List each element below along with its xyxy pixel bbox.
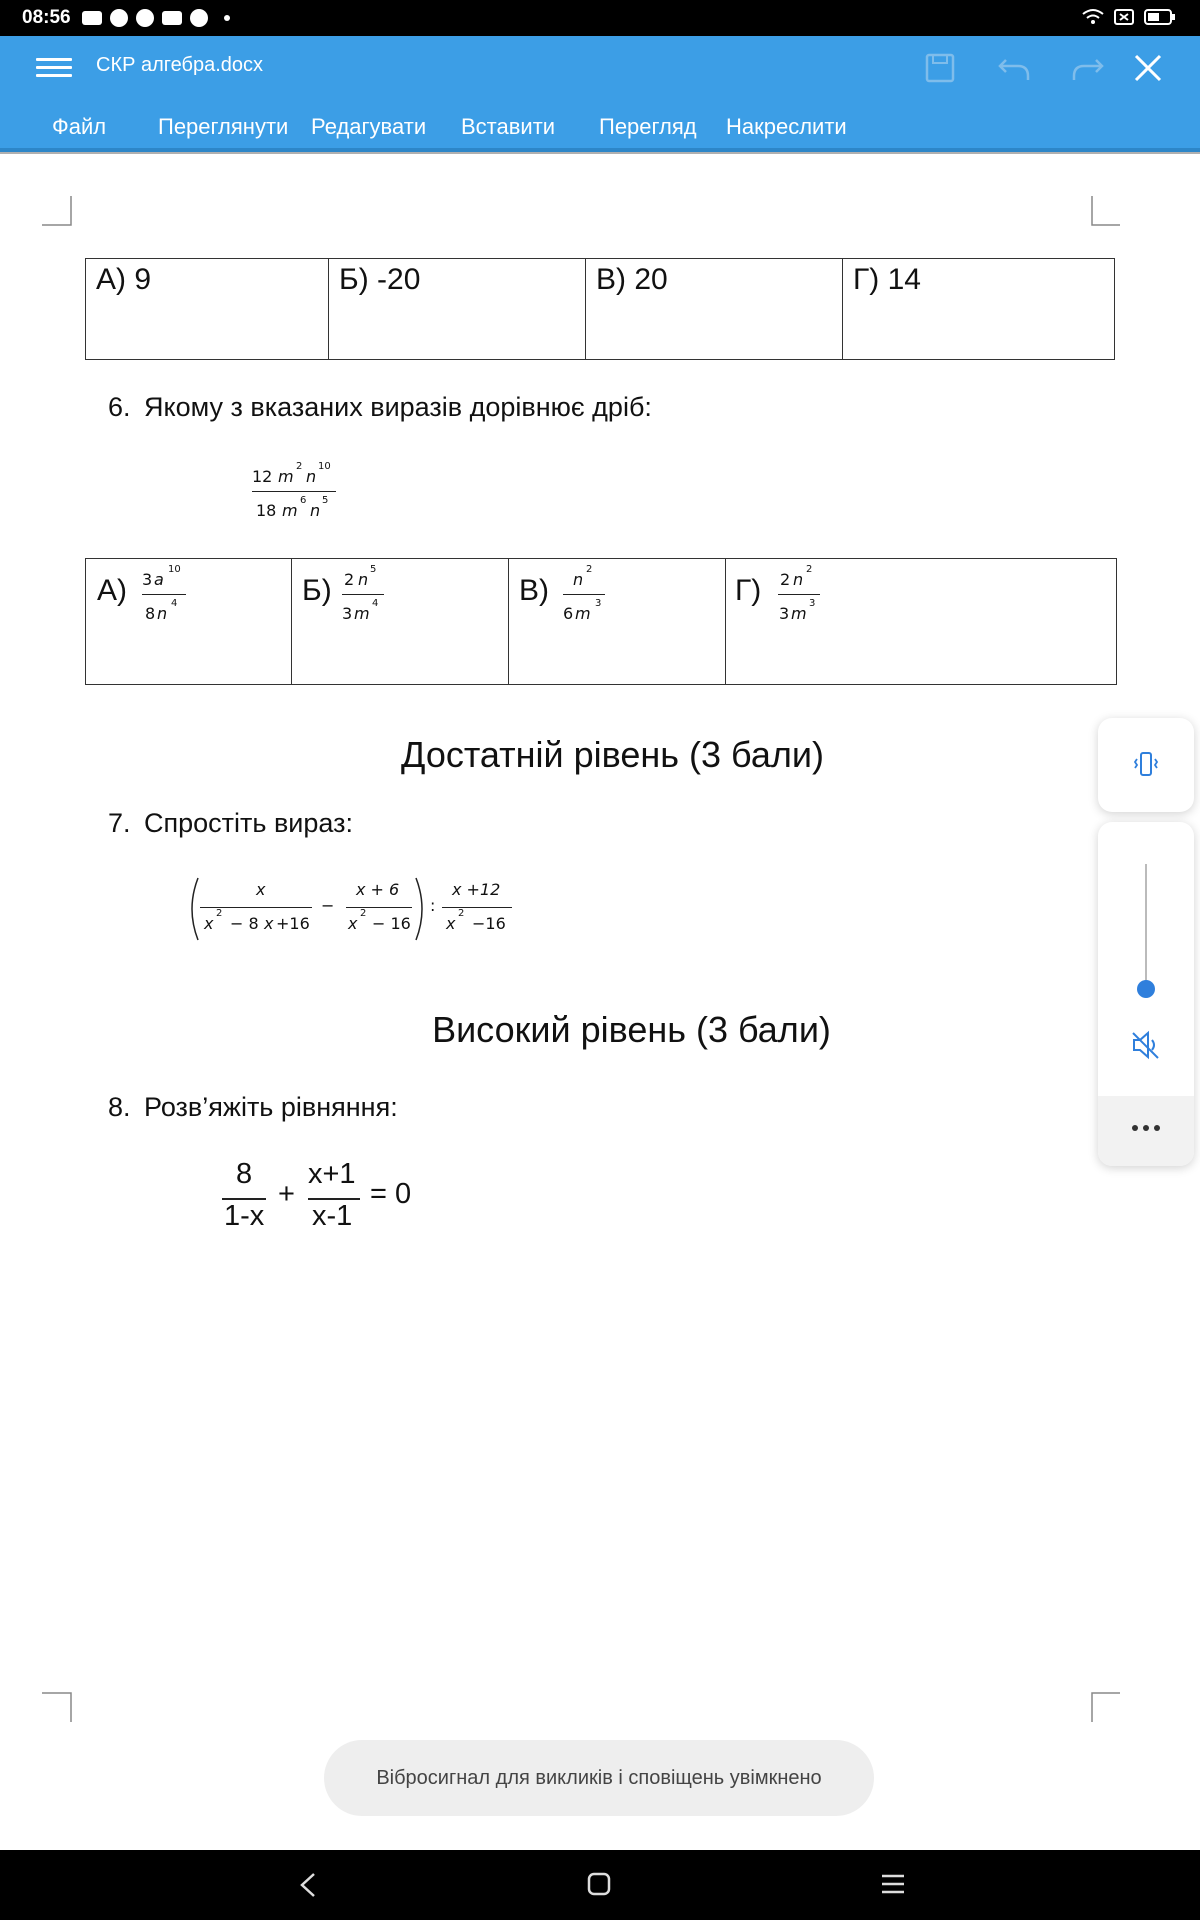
q7-expression — [186, 876, 526, 946]
q5-answer-table — [85, 258, 1115, 360]
vibrate-icon — [82, 11, 102, 25]
answer-cell: А) 9 — [86, 259, 329, 360]
answer-cell: В) 20 — [586, 259, 843, 360]
expr-f2-num: x + 6 — [356, 880, 400, 899]
home-icon[interactable] — [586, 1871, 612, 1897]
opt-den-exp: 4 — [171, 598, 178, 609]
frac-num-coef: 12 — [252, 467, 273, 486]
document-page[interactable] — [0, 154, 1200, 1850]
navigation-bar — [0, 1850, 1200, 1920]
opt-num-var: a — [154, 570, 164, 589]
frac-exp: 10 — [318, 461, 331, 472]
frac-exp: 6 — [300, 495, 307, 506]
menu-insert[interactable]: Вставити — [461, 114, 556, 139]
opt-num-exp: 5 — [370, 564, 377, 575]
menu-draw[interactable]: Накреслити — [726, 114, 847, 139]
viber-icon — [110, 9, 128, 27]
status-time: 08:56 — [22, 7, 71, 28]
question-number: 6. — [108, 392, 131, 422]
recent-apps-icon[interactable] — [880, 1872, 906, 1896]
opt-den-exp: 3 — [595, 598, 602, 609]
question-6 — [108, 392, 652, 423]
opt-num-coef: 3 — [142, 570, 153, 589]
expr-f1-den-c: x — [264, 914, 274, 933]
expr-f3-den-exp: 2 — [458, 908, 465, 919]
fraction-bar — [142, 594, 186, 595]
question-text: Спростіть вираз: — [144, 808, 353, 838]
fraction-bar — [342, 594, 384, 595]
toast-message: Вібросигнал для викликів і сповіщень увімкнено — [324, 1740, 874, 1816]
status-bar — [0, 0, 1200, 36]
volume-panel — [1098, 822, 1194, 1166]
option-b-fraction — [342, 564, 392, 630]
eq-plus: + — [278, 1178, 295, 1210]
fraction-bar — [442, 907, 512, 908]
option-a-fraction — [142, 564, 192, 630]
expr-f2-den-exp: 2 — [360, 908, 367, 919]
question-text: Розв’яжіть рівняння: — [144, 1092, 398, 1122]
question-number: 7. — [108, 808, 131, 838]
question-8 — [108, 1092, 398, 1123]
opt-den-var: m — [354, 604, 370, 623]
opt-num-exp: 2 — [806, 564, 813, 575]
undo-icon[interactable] — [992, 46, 1036, 90]
expr-f1-den-exp: 2 — [216, 908, 223, 919]
eq-f2-den: x-1 — [312, 1200, 353, 1232]
q8-equation — [220, 1158, 440, 1248]
frac-var: m — [278, 467, 294, 486]
page-corner-mark — [42, 1692, 72, 1722]
frac-var: n — [306, 467, 317, 486]
volume-more-button[interactable] — [1098, 1096, 1194, 1166]
vibrate-mode-button[interactable] — [1098, 718, 1194, 812]
question-text: Якому з вказаних виразів дорівнює дріб: — [144, 392, 652, 422]
sim-icon — [1114, 9, 1134, 25]
redo-icon[interactable] — [1066, 46, 1110, 90]
volume-slider-handle[interactable] — [1137, 980, 1155, 998]
opt-num-var: n — [573, 570, 584, 589]
app-bar — [0, 36, 1200, 148]
section-heading-sufficient: Достатній рівень (3 бали) — [401, 734, 824, 775]
expr-minus: − — [321, 896, 335, 915]
expr-colon: : — [430, 896, 436, 915]
frac-den-coef: 18 — [256, 501, 277, 520]
opt-den-exp: 4 — [372, 598, 379, 609]
option-c-fraction — [563, 564, 613, 630]
opt-num-var: n — [793, 570, 804, 589]
fraction-bar — [778, 594, 820, 595]
answer-cell: Б) -20 — [329, 259, 586, 360]
opt-den-var: m — [575, 604, 591, 623]
question-number: 8. — [108, 1092, 131, 1122]
option-letter-a: А) — [97, 574, 127, 607]
app-notification-icon — [136, 9, 154, 27]
battery-icon — [1144, 8, 1176, 26]
option-letter-c: В) — [519, 574, 549, 607]
opt-num-coef: 2 — [780, 570, 791, 589]
opt-den-coef: 6 — [563, 604, 574, 623]
fraction-bar — [346, 907, 412, 908]
frac-exp: 5 — [322, 495, 329, 506]
more-icon — [1131, 1124, 1161, 1132]
expr-f3-den-b: −16 — [472, 914, 506, 933]
expr-f1-den-b: − 8 — [230, 914, 259, 933]
more-notifications-icon — [224, 15, 230, 21]
opt-num-var: n — [358, 570, 369, 589]
wifi-icon — [1082, 8, 1104, 26]
page-corner-mark — [1091, 196, 1121, 226]
app-notification-icon-2 — [190, 9, 208, 27]
page-corner-mark — [42, 196, 72, 226]
page-corner-mark — [1091, 1692, 1121, 1722]
expr-f3-den-a: x — [446, 914, 456, 933]
menu-view[interactable]: Переглянути — [158, 114, 289, 139]
expr-f1-num: x — [256, 880, 266, 899]
frac-var: m — [282, 501, 298, 520]
opt-num-coef: 2 — [344, 570, 355, 589]
opt-den-var: m — [791, 604, 807, 623]
frac-var: n — [310, 501, 321, 520]
youtube-icon — [162, 11, 182, 25]
option-letter-b: Б) — [302, 574, 332, 607]
question-7 — [108, 808, 353, 839]
opt-num-exp: 2 — [586, 564, 593, 575]
opt-den-coef: 3 — [779, 604, 790, 623]
menu-review[interactable]: Перегляд — [599, 114, 697, 139]
option-d-fraction — [778, 564, 828, 630]
notification-icons — [82, 9, 230, 27]
eq-f1-den: 1-x — [224, 1200, 265, 1232]
hamburger-menu-icon[interactable] — [36, 53, 72, 83]
expr-f1-den-d: +16 — [276, 914, 310, 933]
opt-num-exp: 10 — [168, 564, 181, 575]
expr-f3-num: x +12 — [452, 880, 501, 899]
eq-f2-num: x+1 — [308, 1158, 356, 1190]
back-icon[interactable] — [294, 1870, 322, 1900]
system-icons — [1082, 8, 1176, 26]
expr-f2-den-b: − 16 — [372, 914, 411, 933]
q6-fraction — [252, 461, 342, 527]
eq-equals-zero: = 0 — [370, 1178, 412, 1210]
save-icon[interactable] — [918, 46, 962, 90]
menu-edit[interactable]: Редагувати — [311, 114, 427, 139]
option-letter-d: Г) — [735, 574, 762, 607]
vibrate-icon — [1132, 750, 1160, 778]
opt-den-coef: 3 — [342, 604, 353, 623]
fraction-bar — [563, 594, 605, 595]
eq-f1-num: 8 — [236, 1158, 253, 1190]
section-heading-high: Високий рівень (3 бали) — [432, 1009, 831, 1050]
opt-den-coef: 8 — [145, 604, 156, 623]
fraction-bar — [252, 491, 336, 492]
expr-f2-den-a: x — [348, 914, 358, 933]
menu-file[interactable]: Файл — [52, 114, 107, 139]
opt-den-var: n — [157, 604, 168, 623]
close-icon[interactable] — [1126, 46, 1170, 90]
opt-den-exp: 3 — [809, 598, 816, 609]
document-title: СКР алгебра.docx — [96, 54, 264, 76]
left-paren — [186, 876, 200, 942]
volume-slider-track[interactable] — [1145, 864, 1147, 992]
mute-icon[interactable] — [1130, 1030, 1162, 1060]
frac-exp: 2 — [296, 461, 303, 472]
answer-cell: Г) 14 — [843, 259, 1115, 360]
menu-bar — [0, 110, 1200, 148]
expr-f1-den-a: x — [204, 914, 214, 933]
right-paren — [414, 876, 428, 942]
